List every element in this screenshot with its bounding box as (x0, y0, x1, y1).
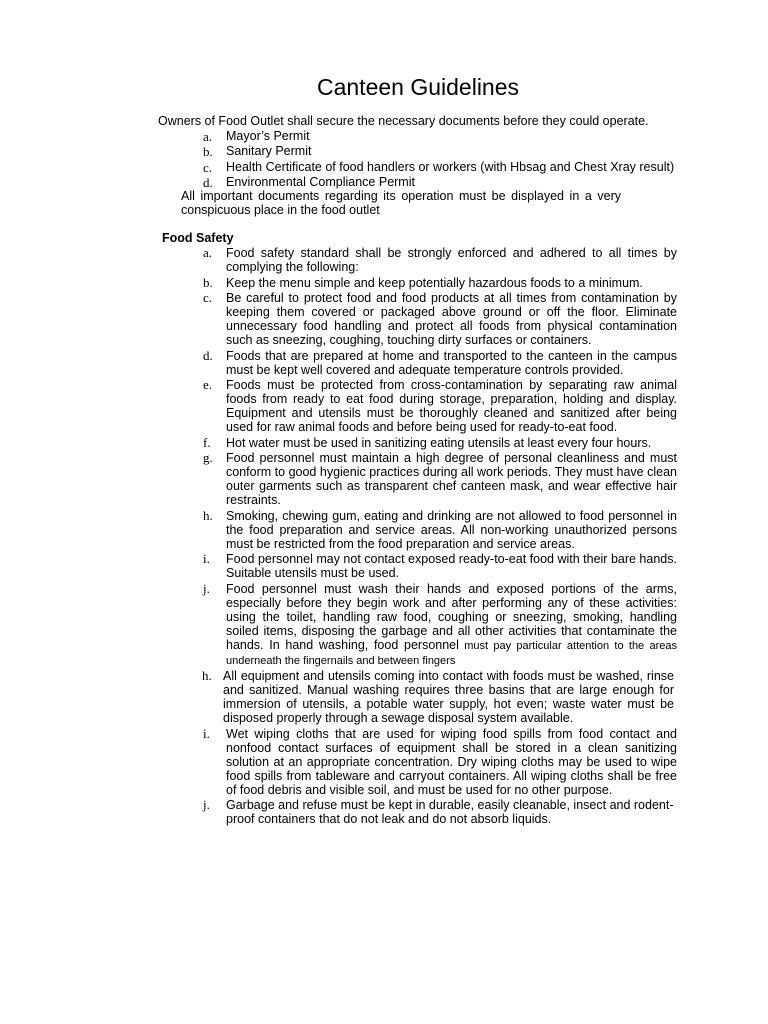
list-marker: a. (203, 245, 213, 260)
list-item-text: Food safety standard shall be strongly enforced and adhered to all times by complying the following: (226, 246, 677, 274)
list-item-text: Smoking, chewing gum, eating and drinking are not allowed to food personnel in the food preparation and service areas. All non-working unauthorized persons must be restricted from the food preparation and service areas. (226, 508, 677, 551)
list-item (0, 798, 677, 826)
list-item-text-small: must pay particular attention to the areas underneath the fingernails and between fingers (226, 639, 677, 667)
list-marker: c. (203, 290, 213, 305)
list-item (0, 349, 677, 377)
list-item-text: Foods must be protected from cross-contamination by separating raw animal foods from ready to eat food during storage, preparation, holding and display. Equipment and utensils must be thoroughly cleaned and sanitized after being used for raw animal foods and before being used for ready-to-eat food. (226, 378, 677, 434)
list-item-text: Foods that are prepared at home and transported to the canteen in the campus must be kept well covered and adequate temperature controls provided. (226, 348, 677, 377)
list-item-text: Hot water must be used in sanitizing eating utensils at least every four hours. (226, 435, 652, 450)
permit-list (0, 129, 768, 190)
list-item-text: Garbage and refuse must be kept in durable, easily cleanable, insect and rodent-proof containers that do not leak and do not absorb liquids. (226, 798, 674, 826)
intro-paragraph: Owners of Food Outlet shall secure the necessary documents before they could operate. (158, 114, 649, 128)
list-marker: a. (203, 129, 213, 144)
list-marker: b. (203, 144, 213, 160)
list-item (0, 582, 677, 668)
list-marker: d. (203, 174, 213, 190)
list-item (0, 276, 677, 290)
list-marker: b. (203, 274, 213, 290)
list-item (0, 669, 677, 725)
list-item-text: Sanitary Permit (226, 144, 312, 159)
list-marker: h. (202, 668, 212, 683)
list-item (0, 436, 677, 450)
list-marker: c. (203, 159, 213, 175)
list-item (0, 291, 677, 347)
list-item (0, 175, 677, 190)
list-item (0, 160, 677, 175)
list-item-text: Wet wiping cloths that are used for wiping food spills from food contact and nonfood contact surfaces of equipment shall be stored in a clean sanitizing solution at an appropriate concentration. Dry wiping cloths may be used to wipe food spills from tableware and carryout containers. All wiping cloths shall be free of food debris and visible soil, and must be used for no other purpose. (226, 726, 677, 797)
list-marker: h. (203, 507, 213, 523)
list-item (0, 246, 677, 274)
list-marker: j. (203, 580, 210, 596)
display-note: All important documents regarding its operation must be displayed in a very conspicuous place in the food outlet (181, 189, 621, 217)
list-item (0, 129, 677, 144)
list-item-text: Mayor’s Permit (226, 129, 310, 143)
list-item-text: All equipment and utensils coming into contact with foods must be washed, rinse and sanitized. Manual washing requires three basins that are large enough for immersion of utensils, a potable water supply, hot even; waste water must be disposed properly through a sewage disposal system available. (223, 669, 674, 725)
list-marker: i. (203, 551, 210, 566)
section-heading-food-safety: Food Safety (162, 231, 234, 245)
list-item (0, 727, 677, 797)
list-item-text: Food personnel may not contact exposed ready-to-eat food with their bare hands. Suitable utensils must be used. (226, 552, 677, 580)
list-marker: i. (203, 725, 210, 741)
list-item-text: Keep the menu simple and keep potentially hazardous foods to a minimum. (226, 275, 643, 290)
list-item-text-main: Food personnel must wash their hands and exposed portions of the arms, especially before they begin work and after performing any of these activities: using the toilet, handling raw food, coughing or sneezing, smoking, handling soiled items, disposing the garbage and all other activities that contaminate the hands. In hand washing, food personnel (226, 581, 677, 652)
list-item (0, 378, 677, 434)
list-marker: f. (203, 434, 211, 450)
food-safety-list (0, 246, 768, 828)
list-item-text: Environmental Compliance Permit (226, 174, 415, 189)
list-item (0, 552, 677, 580)
list-marker: g. (203, 450, 213, 465)
list-marker: e. (203, 377, 213, 392)
list-marker: d. (203, 347, 213, 363)
page-title: Canteen Guidelines (316, 74, 520, 100)
list-item-text: Be careful to protect food and food products at all times from contamination by keeping them covered or packaged above ground or off the floor. Eliminate unnecessary food handling and protect all foods from physical contamination such as sneezing, coughing, touching dirty surfaces or containers. (226, 291, 677, 347)
list-marker: j. (203, 797, 210, 812)
list-item-text: Food personnel must maintain a high degree of personal cleanliness and must conform to good hygienic practices during all work periods. They must have clean outer garments such as transparent chef canteen mask, and wear effective hair restraints. (226, 451, 677, 507)
list-item (0, 509, 677, 551)
list-item (0, 144, 677, 159)
list-item-text: Health Certificate of food handlers or workers (with Hbsag and Chest Xray result) (226, 159, 675, 174)
list-item-text (226, 582, 677, 668)
list-item (0, 451, 677, 507)
